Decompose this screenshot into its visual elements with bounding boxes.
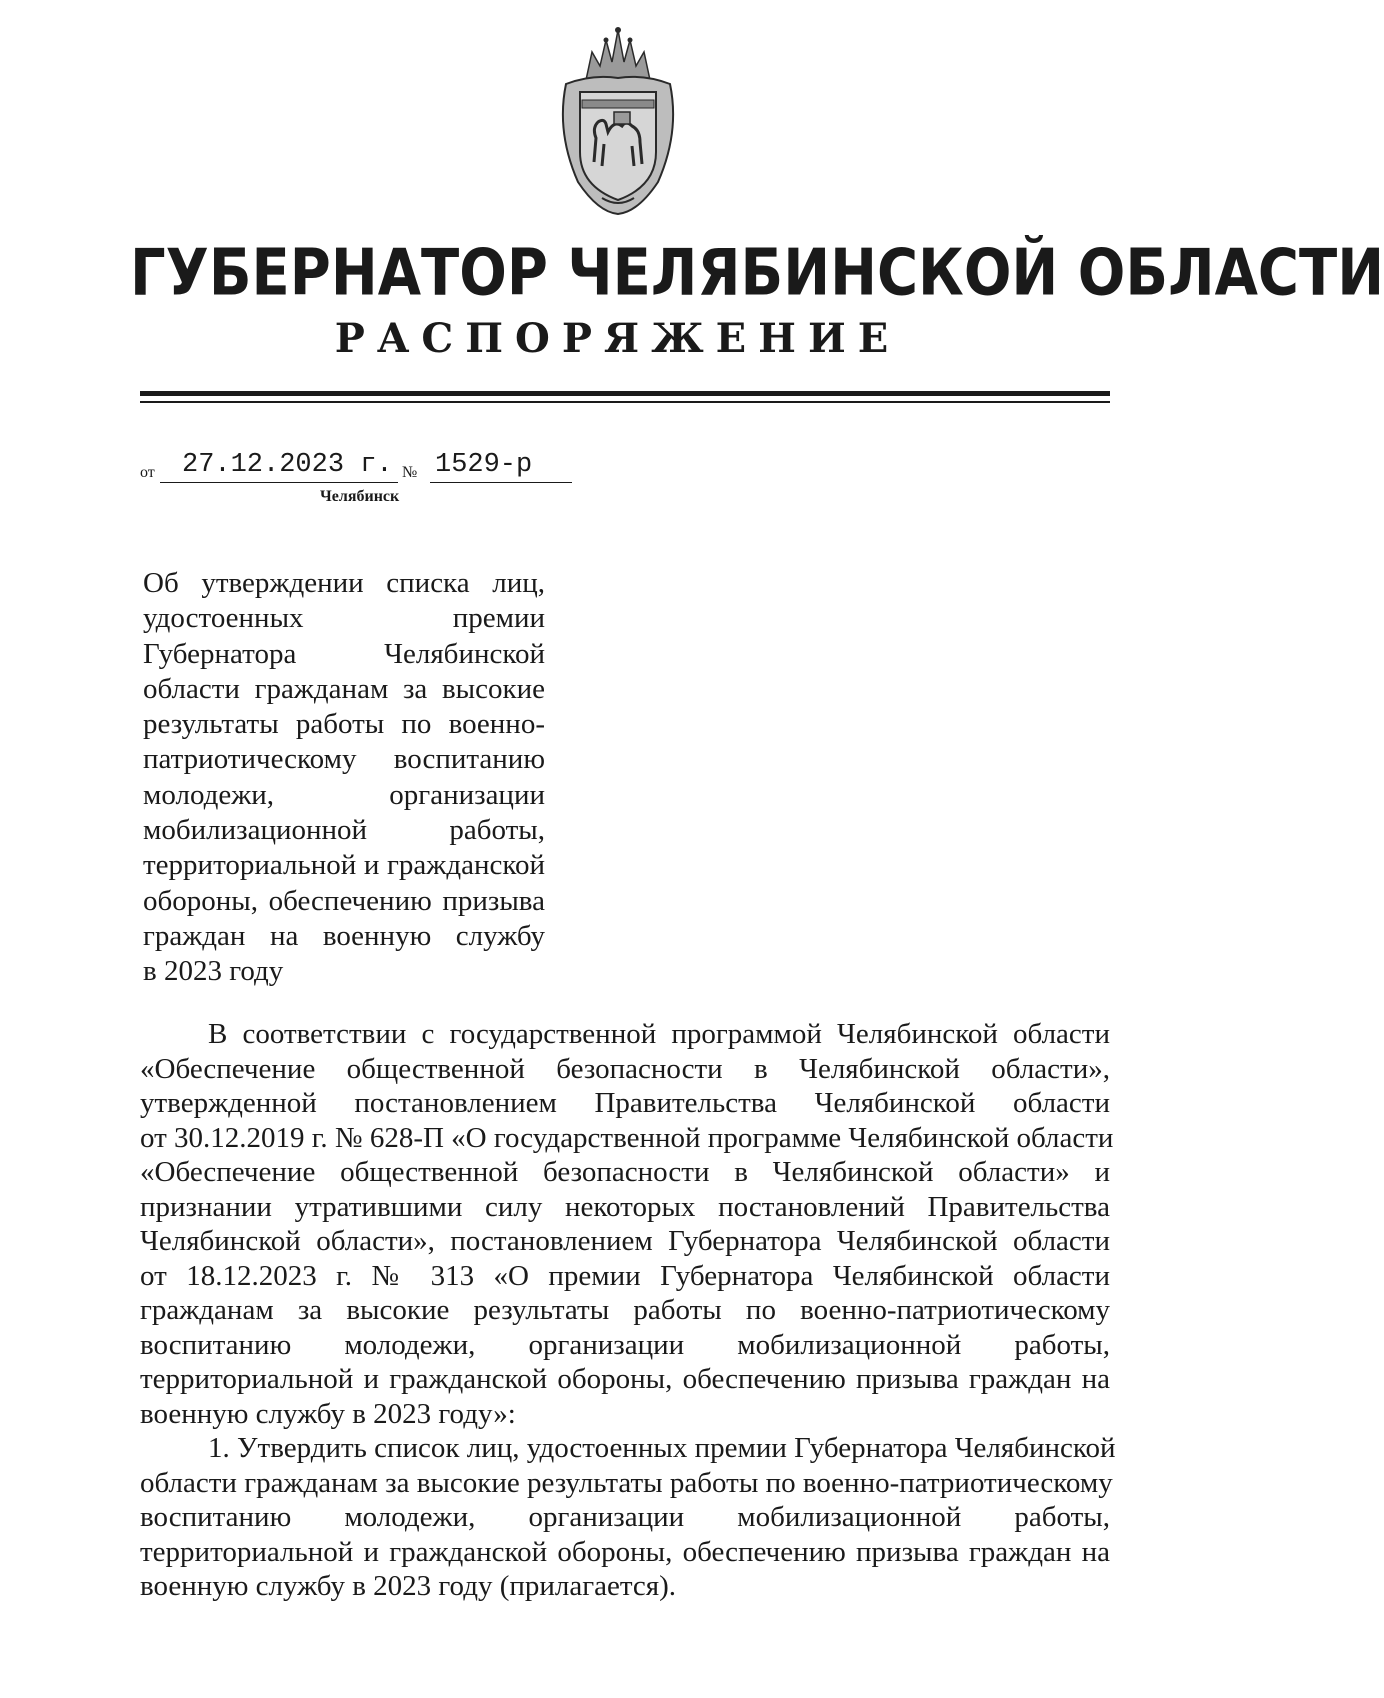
subject-line: территориальной и гражданской: [143, 849, 545, 882]
subject-line: удостоенных премии: [143, 602, 545, 635]
subject-line: Об утверждении списка лиц,: [143, 567, 545, 599]
body-line: от 18.12.2023 г. № 313 «О премии Губернатора Челябинской области: [140, 1259, 1110, 1292]
body-line: утвержденной постановлением Правительства Челябинской области: [140, 1087, 1110, 1119]
body-line: «Обеспечение общественной безопасности в Челябинской области» и: [140, 1156, 1110, 1188]
body-line: воспитанию молодежи, организации мобилизационной работы,: [140, 1328, 1110, 1361]
body-line: военную службу в 2023 году (прилагается).: [140, 1570, 677, 1602]
date-underline: [160, 482, 398, 483]
document-subject: [143, 566, 545, 990]
subject-line: молодежи, организации: [143, 778, 545, 811]
number-underline: [430, 482, 572, 483]
date-label: от: [140, 464, 155, 481]
document-body: [140, 1017, 1116, 1604]
body-line: В соответствии с государственной программой Челябинской области: [208, 1018, 1110, 1050]
body-line: от 30.12.2019 г. № 628-П «О государственной программе Челябинской области: [140, 1121, 1114, 1154]
header-divider-thick: [140, 391, 1110, 396]
subject-line: мобилизационной работы,: [143, 814, 545, 847]
body-line: области гражданам за высокие результаты работы по военно-патриотическому: [140, 1466, 1113, 1499]
body-line: территориальной и гражданской обороны, обеспечению призыва граждан на: [140, 1363, 1110, 1395]
subject-line: патриотическому воспитанию: [143, 743, 545, 776]
issuing-authority-title: ГУБЕРНАТОР ЧЕЛЯБИНСКОЙ ОБЛАСТИ: [130, 236, 1384, 311]
issue-city: Челябинск: [320, 488, 400, 505]
body-line: гражданам за высокие результаты работы по военно-патриотическому: [140, 1294, 1110, 1326]
document-date: 27.12.2023 г.: [182, 450, 393, 480]
body-line: признании утратившими силу некоторых постановлений Правительства: [140, 1190, 1110, 1223]
number-label: №: [402, 464, 418, 481]
document-number: 1529-р: [435, 450, 533, 480]
body-line: «Обеспечение общественной безопасности в Челябинской области»,: [140, 1052, 1110, 1085]
body-line: 1. Утвердить список лиц, удостоенных премии Губернатора Челябинской: [208, 1432, 1116, 1464]
subject-line: обороны, обеспечению призыва: [143, 884, 545, 917]
body-line: Челябинской области», постановлением Губернатора Челябинской области: [140, 1225, 1110, 1257]
body-line: военную службу в 2023 году»:: [140, 1397, 516, 1430]
document-type-heading: РАСПОРЯЖЕНИЕ: [334, 315, 901, 362]
subject-line: граждан на военную службу: [143, 919, 545, 952]
subject-line: Губернатора Челябинской: [143, 637, 545, 670]
subject-line: области гражданам за высокие: [143, 672, 545, 705]
body-line: воспитанию молодежи, организации мобилизационной работы,: [140, 1501, 1110, 1533]
header-divider-thin: [140, 401, 1110, 403]
coat-of-arms-icon: [548, 22, 688, 222]
body-line: территориальной и гражданской обороны, обеспечению призыва граждан на: [140, 1535, 1110, 1568]
subject-line: в 2023 году: [143, 955, 284, 988]
subject-line: результаты работы по военно-: [143, 708, 545, 741]
